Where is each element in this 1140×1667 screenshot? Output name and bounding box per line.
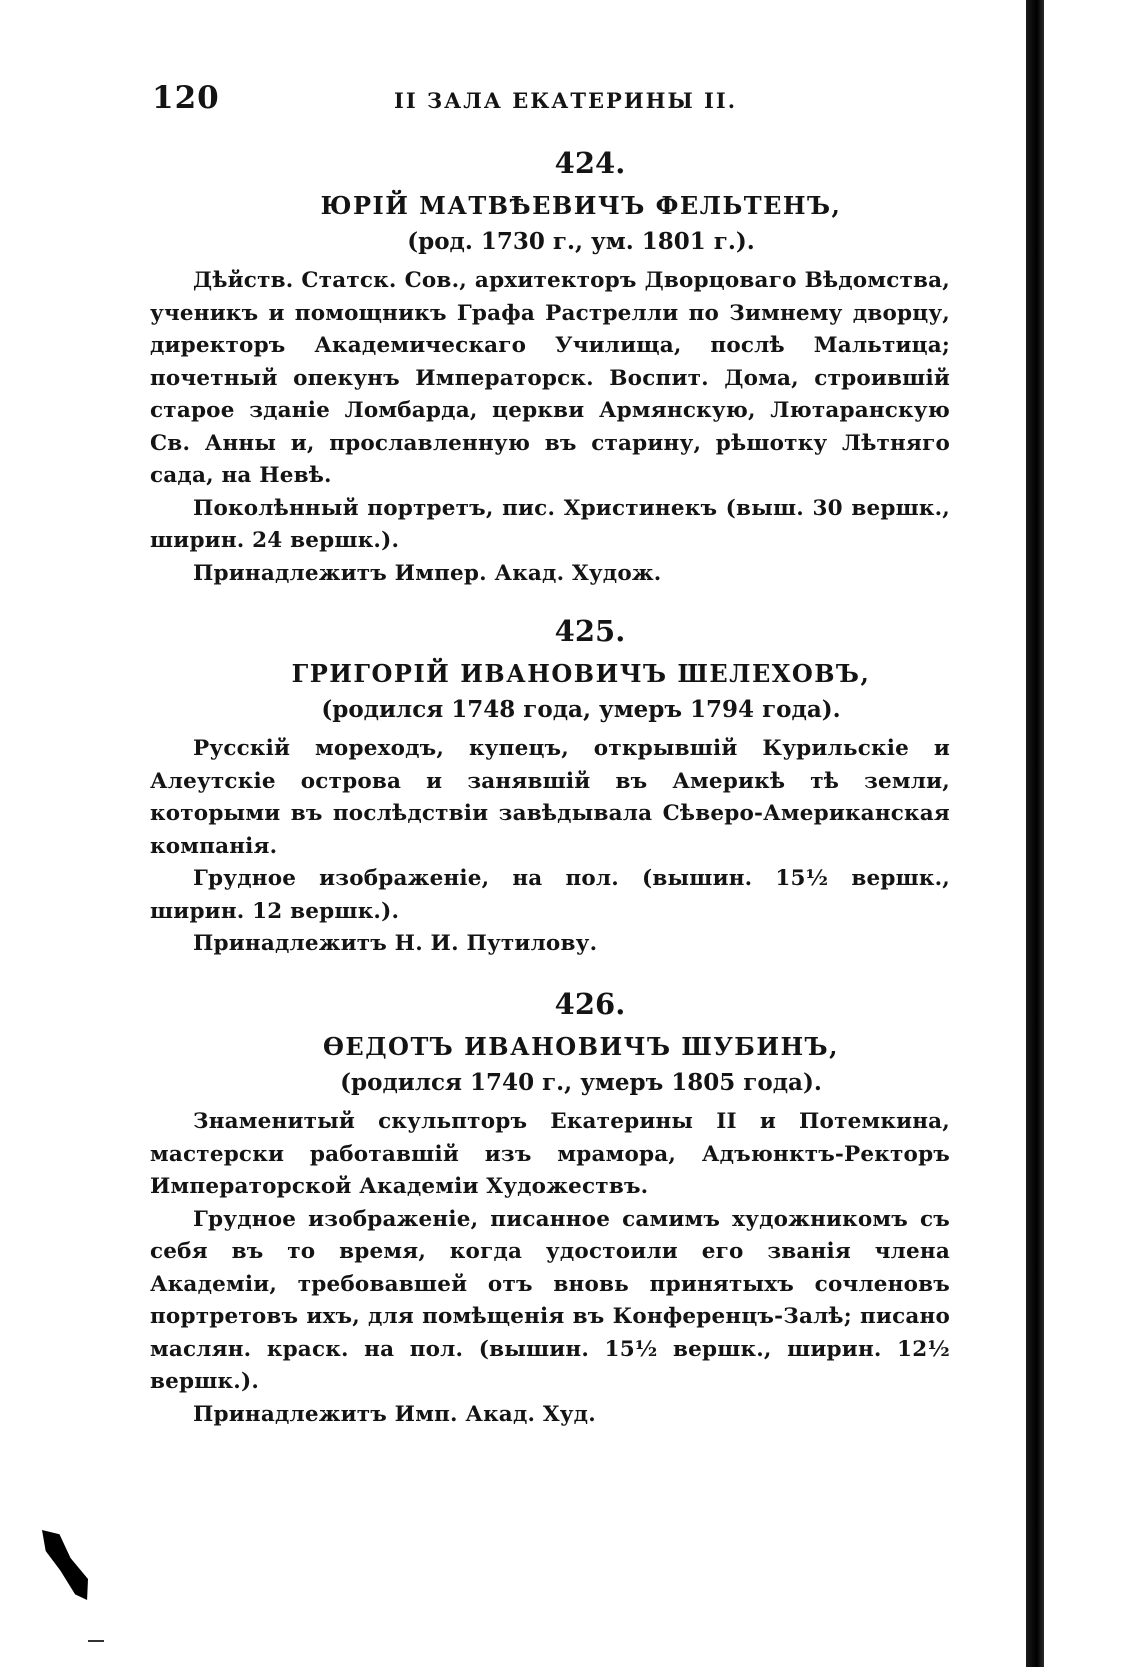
entry-number: 426.	[554, 987, 626, 1021]
entry-owner: Принадлежитъ Имп. Акад. Худ.	[193, 1401, 596, 1427]
entry-dates: (род. 1730 г., ум. 1801 г.).	[407, 228, 755, 255]
entry-name: ЮРІЙ МАТВѢЕВИЧЪ ФЕЛЬТЕНЪ,	[320, 191, 842, 220]
page-number: 120	[152, 80, 220, 116]
entry-name: ГРИГОРІЙ ИВАНОВИЧЪ ШЕЛЕХОВЪ,	[291, 659, 871, 688]
entry-dates: (родился 1740 г., умеръ 1805 года).	[340, 1069, 822, 1096]
entry-number: 425.	[554, 614, 626, 648]
catalog-entry	[150, 142, 950, 590]
catalog-entry	[150, 983, 950, 1431]
scan-blot-mark	[42, 1530, 88, 1600]
entry-portrait-note: Грудное изображеніе, на пол. (вышин. 15½ вершк., ширин. 12 вершк.).	[150, 866, 950, 924]
entry-description: Русскій мореходъ, купецъ, открывшій Курильскіе и Алеутскіе острова и занявшій въ Америкѣ тѣ земли, которыми въ послѣдствіи завѣдывала Сѣверо-Американская компанія.	[150, 736, 950, 859]
entry-dates: (родился 1748 года, умеръ 1794 года).	[321, 696, 841, 723]
entry-owner: Принадлежитъ Н. И. Путилову.	[193, 931, 598, 956]
entry-number: 424.	[554, 146, 626, 180]
entry-name: ѲЕДОТЪ ИВАНОВИЧЪ ШУБИНЪ,	[323, 1032, 839, 1061]
entry-owner: Принадлежитъ Импер. Акад. Худож.	[193, 560, 662, 586]
page-spine-shadow	[1026, 0, 1044, 1667]
entry-portrait-note: Грудное изображеніе, писанное самимъ художникомъ съ себя въ то время, когда удостоили его званія члена Академіи, требовавшей отъ вновь принятыхъ сочленовъ портретовъ ихъ, для помѣщенія въ Конференцъ-Залѣ; писано маслян. краск. на пол. (вышин. 15½ вершк., ширин. 12½ вершк.).	[150, 1206, 950, 1394]
entry-description: Знаменитый скульпторъ Екатерины II и Потемкина, мастерски работавшій изъ мрамора, Адъюнктъ-Ректоръ Императорской Академіи Художествъ.	[150, 1109, 950, 1199]
running-title: II ЗАЛА ЕКАТЕРИНЫ II.	[394, 88, 738, 113]
entry-portrait-note: Поколѣнный портретъ, пис. Христинекъ (выш. 30 вершк., ширин. 24 вершк.).	[150, 495, 950, 553]
entry-description: Дѣйств. Статск. Сов., архитекторъ Дворцоваго Вѣдомства, ученикъ и помощникъ Графа Растрелли по Зимнему дворцу, директоръ Академическаго Училища, послѣ Мальтица; почетный опекунъ Императорск. Воспит. Дома, строившій старое зданіе Ломбарда, церкви Армянскую, Лютаранскую Св. Анны и, прославленную въ старину, рѣшотку Лѣтняго сада, на Невѣ.	[150, 268, 950, 488]
scan-dash-mark	[88, 1640, 104, 1642]
catalog-entry	[150, 610, 950, 961]
